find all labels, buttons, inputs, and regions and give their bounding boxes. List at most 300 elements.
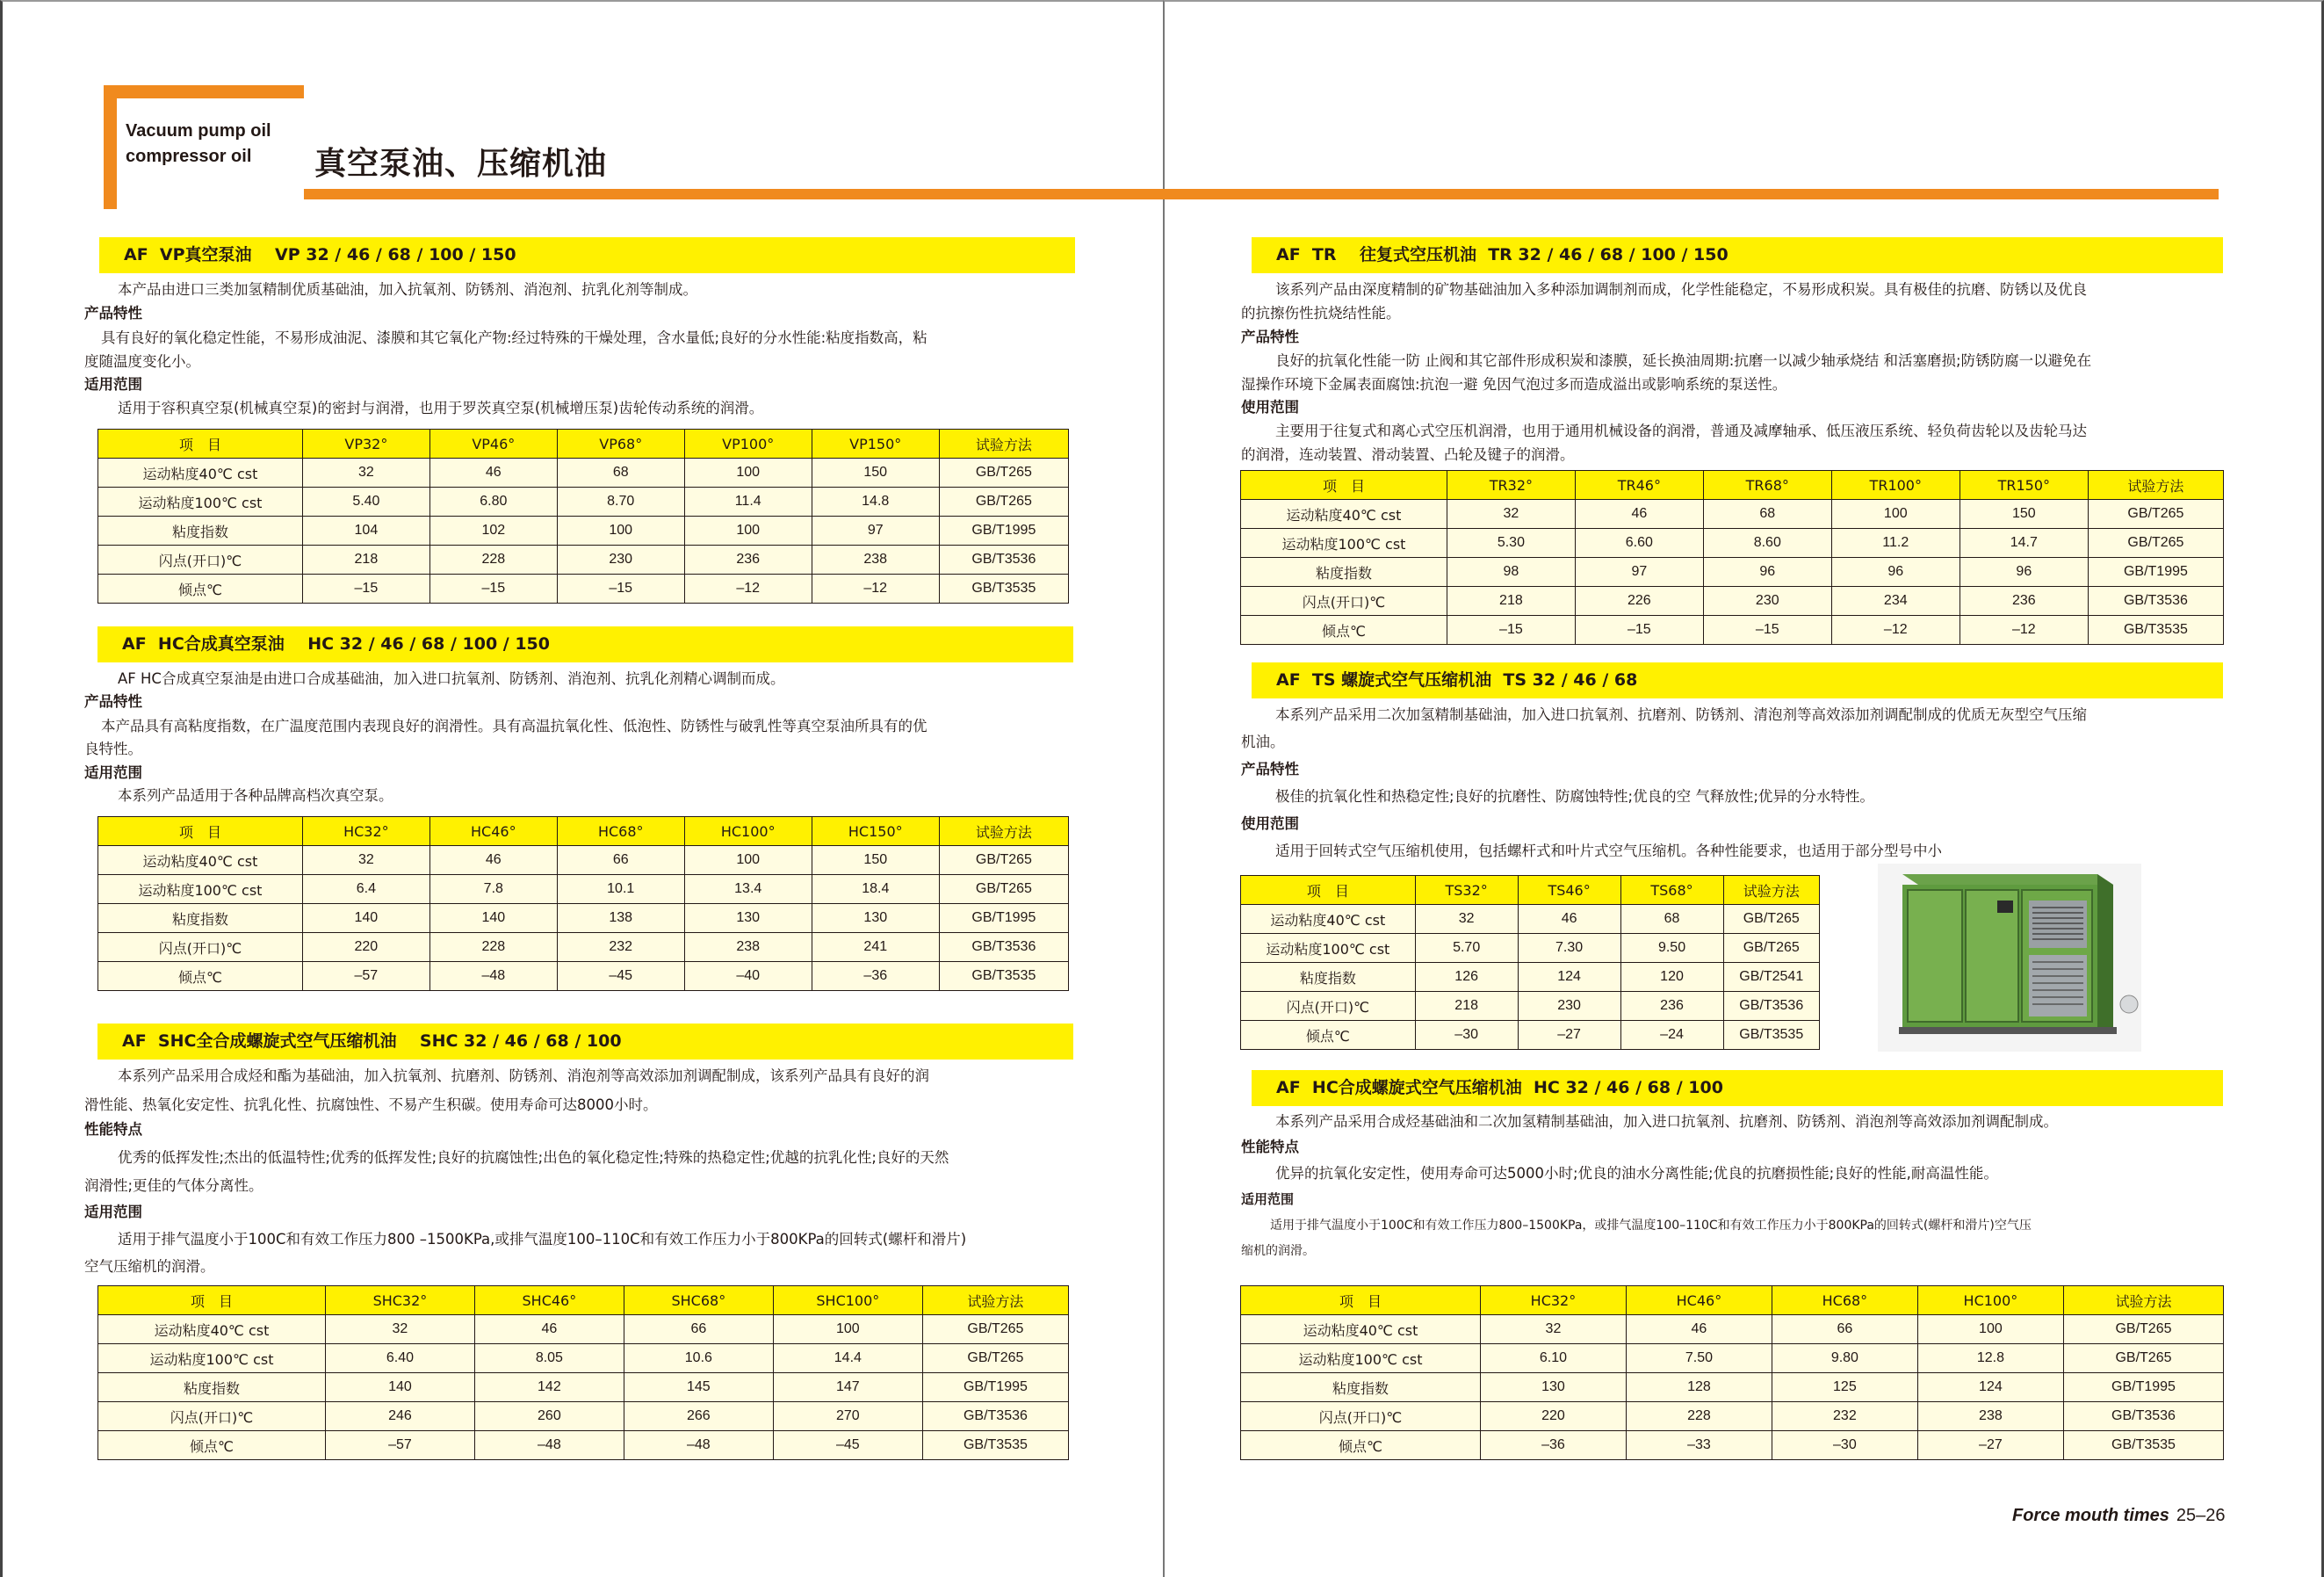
table-cell: 226 bbox=[1575, 587, 1703, 616]
table-row bbox=[98, 517, 1069, 546]
table-cell: 11.2 bbox=[1831, 529, 1960, 558]
table-cell: 270 bbox=[773, 1402, 922, 1431]
ts-intro-line1: 本系列产品采用二次加氢精制基础油，加入进口抗氧剂、抗磨剂、防锈剂、清泡剂等高效添加剂调配制成的优质无灰型空气压缩 bbox=[1275, 706, 2087, 723]
table-cell: 96 bbox=[1831, 558, 1960, 587]
table-cell: 142 bbox=[474, 1373, 624, 1402]
table-row-label: 运动粘度40℃ cst bbox=[1241, 905, 1416, 934]
table-row bbox=[98, 488, 1069, 517]
table-row-label: 倾点℃ bbox=[1241, 1431, 1481, 1460]
table-cell: GB/T3536 bbox=[1723, 992, 1820, 1021]
table-cell: GB/T265 bbox=[939, 488, 1068, 517]
table-cell: 130 bbox=[812, 904, 939, 933]
table-cell: 5.40 bbox=[302, 488, 429, 517]
table-row bbox=[1241, 1402, 2224, 1431]
table-header-cell: TR100° bbox=[1831, 471, 1960, 500]
table-row-label: 倾点℃ bbox=[98, 1431, 326, 1460]
table-cell: GB/T3535 bbox=[939, 962, 1068, 991]
table-cell: 150 bbox=[1960, 500, 2088, 529]
table-row-label: 闪点(开口)℃ bbox=[98, 1402, 326, 1431]
ts-scope-label: 使用范围 bbox=[1241, 815, 1299, 832]
table-cell: 218 bbox=[1415, 992, 1518, 1021]
table-cell: 100 bbox=[1917, 1315, 2063, 1344]
table-cell: 12.8 bbox=[1917, 1344, 2063, 1373]
table-cell: –12 bbox=[684, 575, 812, 604]
hc-vacuum-spec-table bbox=[97, 816, 1069, 991]
table-header-cell: VP100° bbox=[684, 430, 812, 459]
table-cell: GB/T265 bbox=[2088, 500, 2223, 529]
table-cell: 46 bbox=[1626, 1315, 1772, 1344]
table-cell: 124 bbox=[1917, 1373, 2063, 1402]
table-row bbox=[1241, 1315, 2224, 1344]
table-cell: –48 bbox=[624, 1431, 773, 1460]
table-cell: GB/T3535 bbox=[2063, 1431, 2223, 1460]
tr-features-label: 产品特性 bbox=[1241, 329, 1299, 345]
table-row-label: 运动粘度100℃ cst bbox=[98, 875, 303, 904]
table-row bbox=[1241, 1431, 2224, 1460]
table-cell: 246 bbox=[325, 1402, 474, 1431]
table-cell: 9.50 bbox=[1620, 934, 1723, 963]
tr-features-line1: 良好的抗氧化性能一防 止阀和其它部件形成积炭和漆膜，延长换油周期:抗磨一以减少轴承烧结 和活塞磨损;防锈防腐一以避免在 bbox=[1275, 352, 2092, 369]
table-cell: 6.80 bbox=[429, 488, 557, 517]
table-cell: –12 bbox=[812, 575, 939, 604]
table-header-cell: TR150° bbox=[1960, 471, 2088, 500]
tr-scope-label: 使用范围 bbox=[1241, 399, 1299, 416]
table-row bbox=[1241, 1021, 1820, 1050]
table-cell: 68 bbox=[1620, 905, 1723, 934]
vp-scope-label: 适用范围 bbox=[84, 376, 142, 393]
table-cell: –30 bbox=[1772, 1431, 1917, 1460]
table-cell: 104 bbox=[302, 517, 429, 546]
table-cell: 14.7 bbox=[1960, 529, 2088, 558]
table-cell: 232 bbox=[1772, 1402, 1917, 1431]
hc-comp-intro-line1: 本系列产品采用合成烃基础油和二次加氢精制基础油，加入进口抗氧剂、抗磨剂、防锈剂、消泡剂等高效添加剂调配制成。 bbox=[1275, 1113, 2058, 1130]
table-row bbox=[98, 546, 1069, 575]
table-cell: 218 bbox=[302, 546, 429, 575]
table-cell: 236 bbox=[1960, 587, 2088, 616]
table-cell: 238 bbox=[812, 546, 939, 575]
table-header-cell: 项 目 bbox=[1241, 1286, 1481, 1315]
table-cell: GB/T1995 bbox=[922, 1373, 1068, 1402]
table-cell: 126 bbox=[1415, 963, 1518, 992]
header-orange-rule bbox=[304, 189, 2219, 199]
table-cell: 66 bbox=[1772, 1315, 1917, 1344]
table-header-cell: 项 目 bbox=[98, 430, 303, 459]
table-cell: 230 bbox=[1703, 587, 1831, 616]
table-cell: 228 bbox=[429, 546, 557, 575]
table-row-label: 倾点℃ bbox=[98, 962, 303, 991]
table-header-cell: 项 目 bbox=[1241, 876, 1416, 905]
table-row bbox=[1241, 1373, 2224, 1402]
vp-intro: 本产品由进口三类加氢精制优质基础油，加入抗氧剂、防锈剂、消泡剂、抗乳化剂等制成。 bbox=[118, 281, 697, 298]
table-row bbox=[1241, 905, 1820, 934]
table-cell: GB/T3536 bbox=[2088, 587, 2223, 616]
table-cell: GB/T265 bbox=[922, 1344, 1068, 1373]
table-header-cell: SHC46° bbox=[474, 1286, 624, 1315]
table-cell: –57 bbox=[302, 962, 429, 991]
table-cell: GB/T3535 bbox=[939, 575, 1068, 604]
table-cell: 7.50 bbox=[1626, 1344, 1772, 1373]
table-cell: 138 bbox=[557, 904, 684, 933]
tr-scope-line2: 的润滑，连动装置、滑动装置、凸轮及键子的润滑。 bbox=[1241, 446, 1575, 463]
table-cell: 32 bbox=[1447, 500, 1575, 529]
table-cell: 97 bbox=[812, 517, 939, 546]
table-cell: 266 bbox=[624, 1402, 773, 1431]
hc-comp-scope-line2: 缩机的润滑。 bbox=[1241, 1244, 1315, 1258]
shc-intro-line2: 滑性能、热氧化安定性、抗乳化性、抗腐蚀性、不易产生积碳。使用寿命可达8000小时。 bbox=[84, 1096, 658, 1113]
table-cell: GB/T1995 bbox=[939, 517, 1068, 546]
hc-vac-features-line1: 本产品具有高粘度指数，在广温度范围内表现良好的润滑性。具有高温抗氧化性、低泡性、防锈性与破乳性等真空泵油所具有的优 bbox=[101, 718, 927, 734]
table-header-cell: VP150° bbox=[812, 430, 939, 459]
table-cell: 46 bbox=[474, 1315, 624, 1344]
table-cell: 46 bbox=[429, 846, 557, 875]
table-header-cell: 试验方法 bbox=[2063, 1286, 2223, 1315]
table-header-row bbox=[1241, 471, 2224, 500]
table-row-label: 运动粘度40℃ cst bbox=[98, 1315, 326, 1344]
table-header-cell: HC46° bbox=[429, 817, 557, 846]
table-row-label: 粘度指数 bbox=[98, 1373, 326, 1402]
table-cell: GB/T1995 bbox=[2088, 558, 2223, 587]
table-header-cell: HC68° bbox=[1772, 1286, 1917, 1315]
table-cell: 8.70 bbox=[557, 488, 684, 517]
shc-spec-table bbox=[97, 1285, 1069, 1460]
table-cell: GB/T265 bbox=[922, 1315, 1068, 1344]
vp-scope-line1: 适用于容积真空泵(机械真空泵)的密封与润滑，也用于罗茨真空泵(机械增压泵)齿轮传动系统的润滑。 bbox=[118, 400, 764, 416]
table-cell: 150 bbox=[812, 846, 939, 875]
table-row bbox=[98, 1315, 1069, 1344]
table-row-label: 闪点(开口)℃ bbox=[1241, 587, 1447, 616]
table-cell: 10.1 bbox=[557, 875, 684, 904]
table-row-label: 运动粘度40℃ cst bbox=[1241, 1315, 1481, 1344]
table-row bbox=[1241, 963, 1820, 992]
table-cell: 6.10 bbox=[1480, 1344, 1626, 1373]
table-cell: 14.4 bbox=[773, 1344, 922, 1373]
page-numbers: 25–26 bbox=[2176, 1506, 2226, 1525]
section-title-ts: AF TS 螺旋式空气压缩机油 TS 32 / 46 / 68 bbox=[1252, 662, 2223, 698]
tr-intro-line2: 的抗擦伤性抗烧结性能。 bbox=[1241, 305, 1401, 322]
table-row-label: 闪点(开口)℃ bbox=[1241, 992, 1416, 1021]
tr-spec-table bbox=[1240, 470, 2224, 645]
ts-features-line1: 极佳的抗氧化性和热稳定性;良好的抗磨性、防腐蚀特性;优良的空 气释放性;优异的分水特性。 bbox=[1275, 788, 1874, 805]
table-cell: 128 bbox=[1626, 1373, 1772, 1402]
table-row bbox=[1241, 616, 2224, 645]
vp-features-line1: 具有良好的氧化稳定性能，不易形成油泥、漆膜和其它氧化产物:经过特殊的干燥处理，含水量低;良好的分水性能:粘度指数高，粘 bbox=[101, 329, 927, 346]
vp-spec-table bbox=[97, 429, 1069, 604]
table-cell: 9.80 bbox=[1772, 1344, 1917, 1373]
table-row bbox=[98, 1373, 1069, 1402]
table-header-cell: VP46° bbox=[429, 430, 557, 459]
table-cell: GB/T3536 bbox=[2063, 1402, 2223, 1431]
ts-features-label: 产品特性 bbox=[1241, 761, 1299, 778]
table-row-label: 倾点℃ bbox=[1241, 1021, 1416, 1050]
table-header-cell: 项 目 bbox=[98, 817, 303, 846]
table-cell: 8.05 bbox=[474, 1344, 624, 1373]
table-row bbox=[1241, 1344, 2224, 1373]
table-cell: GB/T265 bbox=[939, 459, 1068, 488]
table-row-label: 粘度指数 bbox=[98, 904, 303, 933]
section-title-hc-compressor: AF HC合成螺旋式空气压缩机油 HC 32 / 46 / 68 / 100 bbox=[1252, 1070, 2223, 1106]
table-cell: GB/T1995 bbox=[2063, 1373, 2223, 1402]
table-row bbox=[98, 575, 1069, 604]
table-cell: 234 bbox=[1831, 587, 1960, 616]
table-cell: 236 bbox=[684, 546, 812, 575]
table-row-label: 运动粘度100℃ cst bbox=[98, 488, 303, 517]
table-cell: 68 bbox=[557, 459, 684, 488]
table-row-label: 粘度指数 bbox=[98, 517, 303, 546]
table-cell: 230 bbox=[1518, 992, 1620, 1021]
table-cell: –24 bbox=[1620, 1021, 1723, 1050]
table-cell: 125 bbox=[1772, 1373, 1917, 1402]
table-cell: –48 bbox=[474, 1431, 624, 1460]
hc-comp-scope-line1: 适用于排气温度小于100C和有效工作压力800–1500KPa，或排气温度100–110C和有效工作压力小于800KPa的回转式(螺杆和滑片)空气压 bbox=[1270, 1219, 2032, 1233]
table-header-row bbox=[98, 430, 1069, 459]
table-cell: 220 bbox=[1480, 1402, 1626, 1431]
table-row-label: 粘度指数 bbox=[1241, 963, 1416, 992]
table-row-label: 闪点(开口)℃ bbox=[98, 933, 303, 962]
table-header-row bbox=[1241, 876, 1820, 905]
table-header-cell: TS46° bbox=[1518, 876, 1620, 905]
table-header-cell: HC100° bbox=[1917, 1286, 2063, 1315]
table-cell: –12 bbox=[1960, 616, 2088, 645]
table-cell: GB/T3535 bbox=[1723, 1021, 1820, 1050]
table-header-cell: 项 目 bbox=[98, 1286, 326, 1315]
table-header-row bbox=[1241, 1286, 2224, 1315]
table-cell: 140 bbox=[302, 904, 429, 933]
table-cell: –15 bbox=[1575, 616, 1703, 645]
table-cell: 32 bbox=[1415, 905, 1518, 934]
table-row-label: 运动粘度40℃ cst bbox=[98, 459, 303, 488]
table-header-cell: 试验方法 bbox=[2088, 471, 2223, 500]
shc-intro-line1: 本系列产品采用合成烃和酯为基础油，加入抗氧剂、抗磨剂、防锈剂、消泡剂等高效添加剂调配制成，该系列产品具有良好的润 bbox=[118, 1067, 929, 1084]
table-cell: 130 bbox=[684, 904, 812, 933]
table-cell: 46 bbox=[429, 459, 557, 488]
table-header-cell: TR68° bbox=[1703, 471, 1831, 500]
table-header-cell: 试验方法 bbox=[939, 430, 1068, 459]
shc-scope-line1: 适用于排气温度小于100C和有效工作压力800 –1500KPa,或排气温度100–110C和有效工作压力小于800KPa的回转式(螺杆和滑片) bbox=[118, 1231, 967, 1248]
table-cell: 228 bbox=[1626, 1402, 1772, 1431]
table-header-cell: HC100° bbox=[684, 817, 812, 846]
shc-features-line1: 优秀的低挥发性;杰出的低温特性;优秀的低挥发性;良好的抗腐蚀性;出色的氧化稳定性;特殊的热稳定性;优越的抗乳化性;良好的天然 bbox=[118, 1149, 949, 1166]
table-row-label: 闪点(开口)℃ bbox=[98, 546, 303, 575]
table-row-label: 运动粘度40℃ cst bbox=[1241, 500, 1447, 529]
table-cell: GB/T265 bbox=[2088, 529, 2223, 558]
table-row bbox=[98, 933, 1069, 962]
table-cell: 32 bbox=[302, 846, 429, 875]
table-cell: GB/T265 bbox=[939, 875, 1068, 904]
table-cell: GB/T3536 bbox=[922, 1402, 1068, 1431]
table-cell: –36 bbox=[1480, 1431, 1626, 1460]
section-title-hc-vacuum: AF HC合成真空泵油 HC 32 / 46 / 68 / 100 / 150 bbox=[97, 626, 1073, 662]
table-row bbox=[98, 1431, 1069, 1460]
table-cell: 5.70 bbox=[1415, 934, 1518, 963]
table-header-cell: 项 目 bbox=[1241, 471, 1447, 500]
page-title: 真空泵油、压缩机油 bbox=[314, 146, 608, 182]
table-header-cell: 试验方法 bbox=[939, 817, 1068, 846]
table-cell: 66 bbox=[624, 1315, 773, 1344]
table-cell: 100 bbox=[684, 517, 812, 546]
table-cell: 96 bbox=[1960, 558, 2088, 587]
table-row-label: 运动粘度40℃ cst bbox=[98, 846, 303, 875]
air-compressor-image bbox=[1878, 864, 2141, 1052]
hc-vac-scope-label: 适用范围 bbox=[84, 764, 142, 781]
table-cell: 100 bbox=[684, 459, 812, 488]
hc-compressor-spec-table bbox=[1240, 1285, 2224, 1460]
table-row bbox=[1241, 587, 2224, 616]
table-header-cell: SHC100° bbox=[773, 1286, 922, 1315]
table-cell: 32 bbox=[1480, 1315, 1626, 1344]
table-cell: –27 bbox=[1917, 1431, 2063, 1460]
ts-scope-line1: 适用于回转式空气压缩机使用，包括螺杆式和叶片式空气压缩机。各种性能要求，也适用于部分型号中小 bbox=[1275, 843, 1942, 859]
table-row-label: 运动粘度100℃ cst bbox=[1241, 1344, 1481, 1373]
table-cell: 124 bbox=[1518, 963, 1620, 992]
table-header-cell: 试验方法 bbox=[922, 1286, 1068, 1315]
table-header-cell: 试验方法 bbox=[1723, 876, 1820, 905]
table-header-row bbox=[98, 1286, 1069, 1315]
table-row bbox=[98, 1344, 1069, 1373]
table-cell: 260 bbox=[474, 1402, 624, 1431]
table-row-label: 粘度指数 bbox=[1241, 558, 1447, 587]
table-header-cell: VP68° bbox=[557, 430, 684, 459]
table-cell: 147 bbox=[773, 1373, 922, 1402]
table-cell: –15 bbox=[429, 575, 557, 604]
table-cell: 220 bbox=[302, 933, 429, 962]
table-cell: –15 bbox=[1447, 616, 1575, 645]
table-cell: –45 bbox=[557, 962, 684, 991]
table-cell: 8.60 bbox=[1703, 529, 1831, 558]
shc-scope-label: 适用范围 bbox=[84, 1204, 142, 1220]
table-header-cell: VP32° bbox=[302, 430, 429, 459]
table-cell: 6.4 bbox=[302, 875, 429, 904]
table-cell: GB/T265 bbox=[1723, 905, 1820, 934]
tr-scope-line1: 主要用于往复式和离心式空压机润滑，也用于通用机械设备的润滑，普通及减摩轴承、低压液压系统、轻负荷齿轮以及齿轮马达 bbox=[1275, 423, 2087, 439]
table-row-label: 运动粘度100℃ cst bbox=[1241, 529, 1447, 558]
table-cell: 14.8 bbox=[812, 488, 939, 517]
shc-scope-line2: 空气压缩机的润滑。 bbox=[84, 1258, 215, 1275]
table-cell: GB/T265 bbox=[2063, 1315, 2223, 1344]
table-cell: GB/T265 bbox=[2063, 1344, 2223, 1373]
table-cell: 120 bbox=[1620, 963, 1723, 992]
table-row bbox=[1241, 992, 1820, 1021]
table-cell: 96 bbox=[1703, 558, 1831, 587]
table-cell: 218 bbox=[1447, 587, 1575, 616]
table-cell: 18.4 bbox=[812, 875, 939, 904]
table-header-cell: HC32° bbox=[1480, 1286, 1626, 1315]
table-row bbox=[98, 846, 1069, 875]
table-cell: 32 bbox=[302, 459, 429, 488]
table-cell: 236 bbox=[1620, 992, 1723, 1021]
table-header-cell: HC68° bbox=[557, 817, 684, 846]
table-row-label: 闪点(开口)℃ bbox=[1241, 1402, 1481, 1431]
table-cell: 6.60 bbox=[1575, 529, 1703, 558]
table-cell: –48 bbox=[429, 962, 557, 991]
table-cell: 232 bbox=[557, 933, 684, 962]
table-cell: 68 bbox=[1703, 500, 1831, 529]
table-cell: 238 bbox=[1917, 1402, 2063, 1431]
vp-features-label: 产品特性 bbox=[84, 305, 142, 322]
shc-features-label: 性能特点 bbox=[84, 1121, 142, 1138]
table-cell: GB/T1995 bbox=[939, 904, 1068, 933]
table-row-label: 倾点℃ bbox=[98, 575, 303, 604]
table-header-cell: SHC32° bbox=[325, 1286, 474, 1315]
table-cell: 238 bbox=[684, 933, 812, 962]
table-cell: 228 bbox=[429, 933, 557, 962]
table-cell: 241 bbox=[812, 933, 939, 962]
table-row bbox=[98, 1402, 1069, 1431]
table-cell: 145 bbox=[624, 1373, 773, 1402]
header-en-line1: Vacuum pump oil bbox=[126, 121, 271, 141]
ts-intro-line2: 机油。 bbox=[1241, 734, 1285, 750]
table-cell: 140 bbox=[325, 1373, 474, 1402]
tr-features-line2: 湿操作环境下金属表面腐蚀:抗泡一避 免因气泡过多而造成溢出或影响系统的泵送性。 bbox=[1241, 376, 1787, 393]
table-header-row bbox=[98, 817, 1069, 846]
table-header-cell: TS68° bbox=[1620, 876, 1723, 905]
table-cell: GB/T3535 bbox=[2088, 616, 2223, 645]
table-cell: GB/T3536 bbox=[939, 546, 1068, 575]
vp-features-line2: 度随温度变化小。 bbox=[84, 353, 200, 370]
table-cell: 32 bbox=[325, 1315, 474, 1344]
table-cell: 11.4 bbox=[684, 488, 812, 517]
table-row bbox=[1241, 934, 1820, 963]
hc-comp-features-label: 性能特点 bbox=[1241, 1139, 1299, 1155]
table-cell: –33 bbox=[1626, 1431, 1772, 1460]
table-row bbox=[1241, 558, 2224, 587]
table-header-cell: TR32° bbox=[1447, 471, 1575, 500]
table-cell: –15 bbox=[1703, 616, 1831, 645]
table-row-label: 运动粘度100℃ cst bbox=[1241, 934, 1416, 963]
table-row bbox=[1241, 500, 2224, 529]
table-cell: GB/T3536 bbox=[939, 933, 1068, 962]
section-title-shc: AF SHC全合成螺旋式空气压缩机油 SHC 32 / 46 / 68 / 100 bbox=[97, 1024, 1073, 1060]
table-cell: 97 bbox=[1575, 558, 1703, 587]
table-header-cell: HC46° bbox=[1626, 1286, 1772, 1315]
table-row bbox=[1241, 529, 2224, 558]
table-cell: 7.8 bbox=[429, 875, 557, 904]
table-cell: 230 bbox=[557, 546, 684, 575]
table-cell: –15 bbox=[557, 575, 684, 604]
table-cell: –57 bbox=[325, 1431, 474, 1460]
table-header-cell: TS32° bbox=[1415, 876, 1518, 905]
page-footer bbox=[2012, 1506, 2226, 1526]
hc-vac-features-line2: 良特性。 bbox=[84, 741, 142, 757]
table-cell: 13.4 bbox=[684, 875, 812, 904]
table-header-cell: SHC68° bbox=[624, 1286, 773, 1315]
table-cell: 98 bbox=[1447, 558, 1575, 587]
table-cell: GB/T3535 bbox=[922, 1431, 1068, 1460]
table-cell: 100 bbox=[557, 517, 684, 546]
table-cell: GB/T2541 bbox=[1723, 963, 1820, 992]
table-header-cell: HC150° bbox=[812, 817, 939, 846]
table-cell: –12 bbox=[1831, 616, 1960, 645]
table-header-cell: HC32° bbox=[302, 817, 429, 846]
table-cell: 102 bbox=[429, 517, 557, 546]
table-row bbox=[98, 875, 1069, 904]
table-cell: 5.30 bbox=[1447, 529, 1575, 558]
table-cell: 150 bbox=[812, 459, 939, 488]
footer-brand: Force mouth times bbox=[2012, 1506, 2169, 1525]
table-header-cell: TR46° bbox=[1575, 471, 1703, 500]
table-cell: 46 bbox=[1575, 500, 1703, 529]
table-cell: –40 bbox=[684, 962, 812, 991]
table-cell: –36 bbox=[812, 962, 939, 991]
table-cell: 100 bbox=[1831, 500, 1960, 529]
table-row-label: 粘度指数 bbox=[1241, 1373, 1481, 1402]
hc-comp-features-line1: 优异的抗氧化安定性，使用寿命可达5000小时;优良的油水分离性能;优良的抗磨损性能;良好的性能,耐高温性能。 bbox=[1275, 1165, 1998, 1182]
shc-features-line2: 润滑性;更佳的气体分离性。 bbox=[84, 1177, 263, 1194]
tr-intro-line1: 该系列产品由深度精制的矿物基础油加入多种添加调制剂而成，化学性能稳定，不易形成积炭。具有极佳的抗磨、防锈以及优良 bbox=[1275, 281, 2087, 298]
table-row-label: 倾点℃ bbox=[1241, 616, 1447, 645]
table-cell: GB/T265 bbox=[1723, 934, 1820, 963]
table-cell: –45 bbox=[773, 1431, 922, 1460]
table-row-label: 运动粘度100℃ cst bbox=[98, 1344, 326, 1373]
